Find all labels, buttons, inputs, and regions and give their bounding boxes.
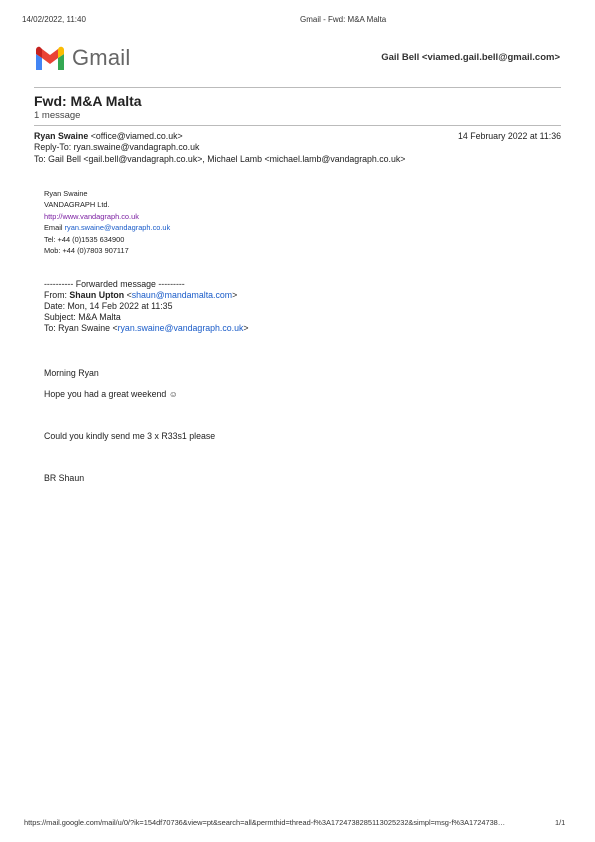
forward-to-prefix: To: Ryan Swaine < — [44, 323, 118, 333]
signature-mob: Mob: +44 (0)7803 907117 — [44, 246, 129, 255]
message-date: 14 February 2022 at 11:36 — [457, 131, 561, 141]
signature-website-link[interactable]: http://www.vandagraph.co.uk — [44, 212, 139, 221]
body-greeting: Morning Ryan — [44, 368, 99, 378]
signature-email-line — [44, 223, 170, 232]
signature-email-label: Email — [44, 223, 65, 232]
print-datetime: 14/02/2022, 11:40 — [22, 15, 86, 24]
print-page-number: 1/1 — [555, 818, 566, 827]
print-url: https://mail.google.com/mail/u/0/?ik=154df70736&view=pt&search=all&permthid=thread-f%3A1724738285113025232&simpl=msg-f%3A1724738… — [24, 818, 506, 827]
body-signoff: BR Shaun — [44, 473, 85, 483]
forward-date: Date: Mon, 14 Feb 2022 at 11:35 — [44, 301, 173, 311]
forward-from — [44, 290, 237, 300]
sender-email: <office@viamed.co.uk> — [90, 131, 183, 141]
forward-from-label: From: — [44, 290, 70, 300]
reply-to: Reply-To: ryan.swaine@vandagraph.co.uk — [34, 142, 200, 152]
gmail-wordmark: Gmail — [72, 45, 131, 70]
print-page-title: Gmail - Fwd: M&A Malta — [300, 15, 387, 24]
body-line-request: Could you kindly send me 3 x R33s1 please — [44, 431, 216, 441]
signature-email-link[interactable]: ryan.swaine@vandagraph.co.uk — [64, 223, 171, 232]
recipients: To: Gail Bell <gail.bell@vandagraph.co.uk>, Michael Lamb <michael.lamb@vandagraph.co.uk> — [34, 154, 406, 164]
account-label: Gail Bell <viamed.gail.bell@gmail.com> — [381, 52, 560, 63]
thread-divider — [34, 125, 561, 126]
sender-name: Ryan Swaine — [34, 131, 89, 141]
gmail-m-logo-icon — [34, 46, 66, 70]
forward-to — [44, 323, 249, 333]
header-divider — [34, 87, 561, 88]
signature-company: VANDAGRAPH Ltd. — [44, 200, 110, 209]
forward-from-name: Shaun Upton — [69, 290, 125, 300]
message-sender — [34, 131, 183, 141]
forward-from-close: > — [232, 290, 238, 300]
thread-subject: Fwd: M&A Malta — [34, 93, 142, 109]
forward-separator: ---------- Forwarded message --------- — [44, 279, 185, 289]
body-line-weekend: Hope you had a great weekend ☺ — [44, 389, 178, 399]
forward-from-open: < — [124, 290, 132, 300]
forward-to-email-link[interactable]: ryan.swaine@vandagraph.co.uk — [117, 323, 244, 333]
forward-from-email-link[interactable]: shaun@mandamalta.com — [131, 290, 233, 300]
message-count: 1 message — [34, 110, 81, 121]
gmail-brand[interactable] — [34, 45, 130, 71]
forward-to-suffix: > — [243, 323, 249, 333]
signature-name: Ryan Swaine — [44, 189, 88, 198]
signature-tel: Tel: +44 (0)1535 634900 — [44, 235, 125, 244]
forward-subject: Subject: M&A Malta — [44, 312, 121, 322]
